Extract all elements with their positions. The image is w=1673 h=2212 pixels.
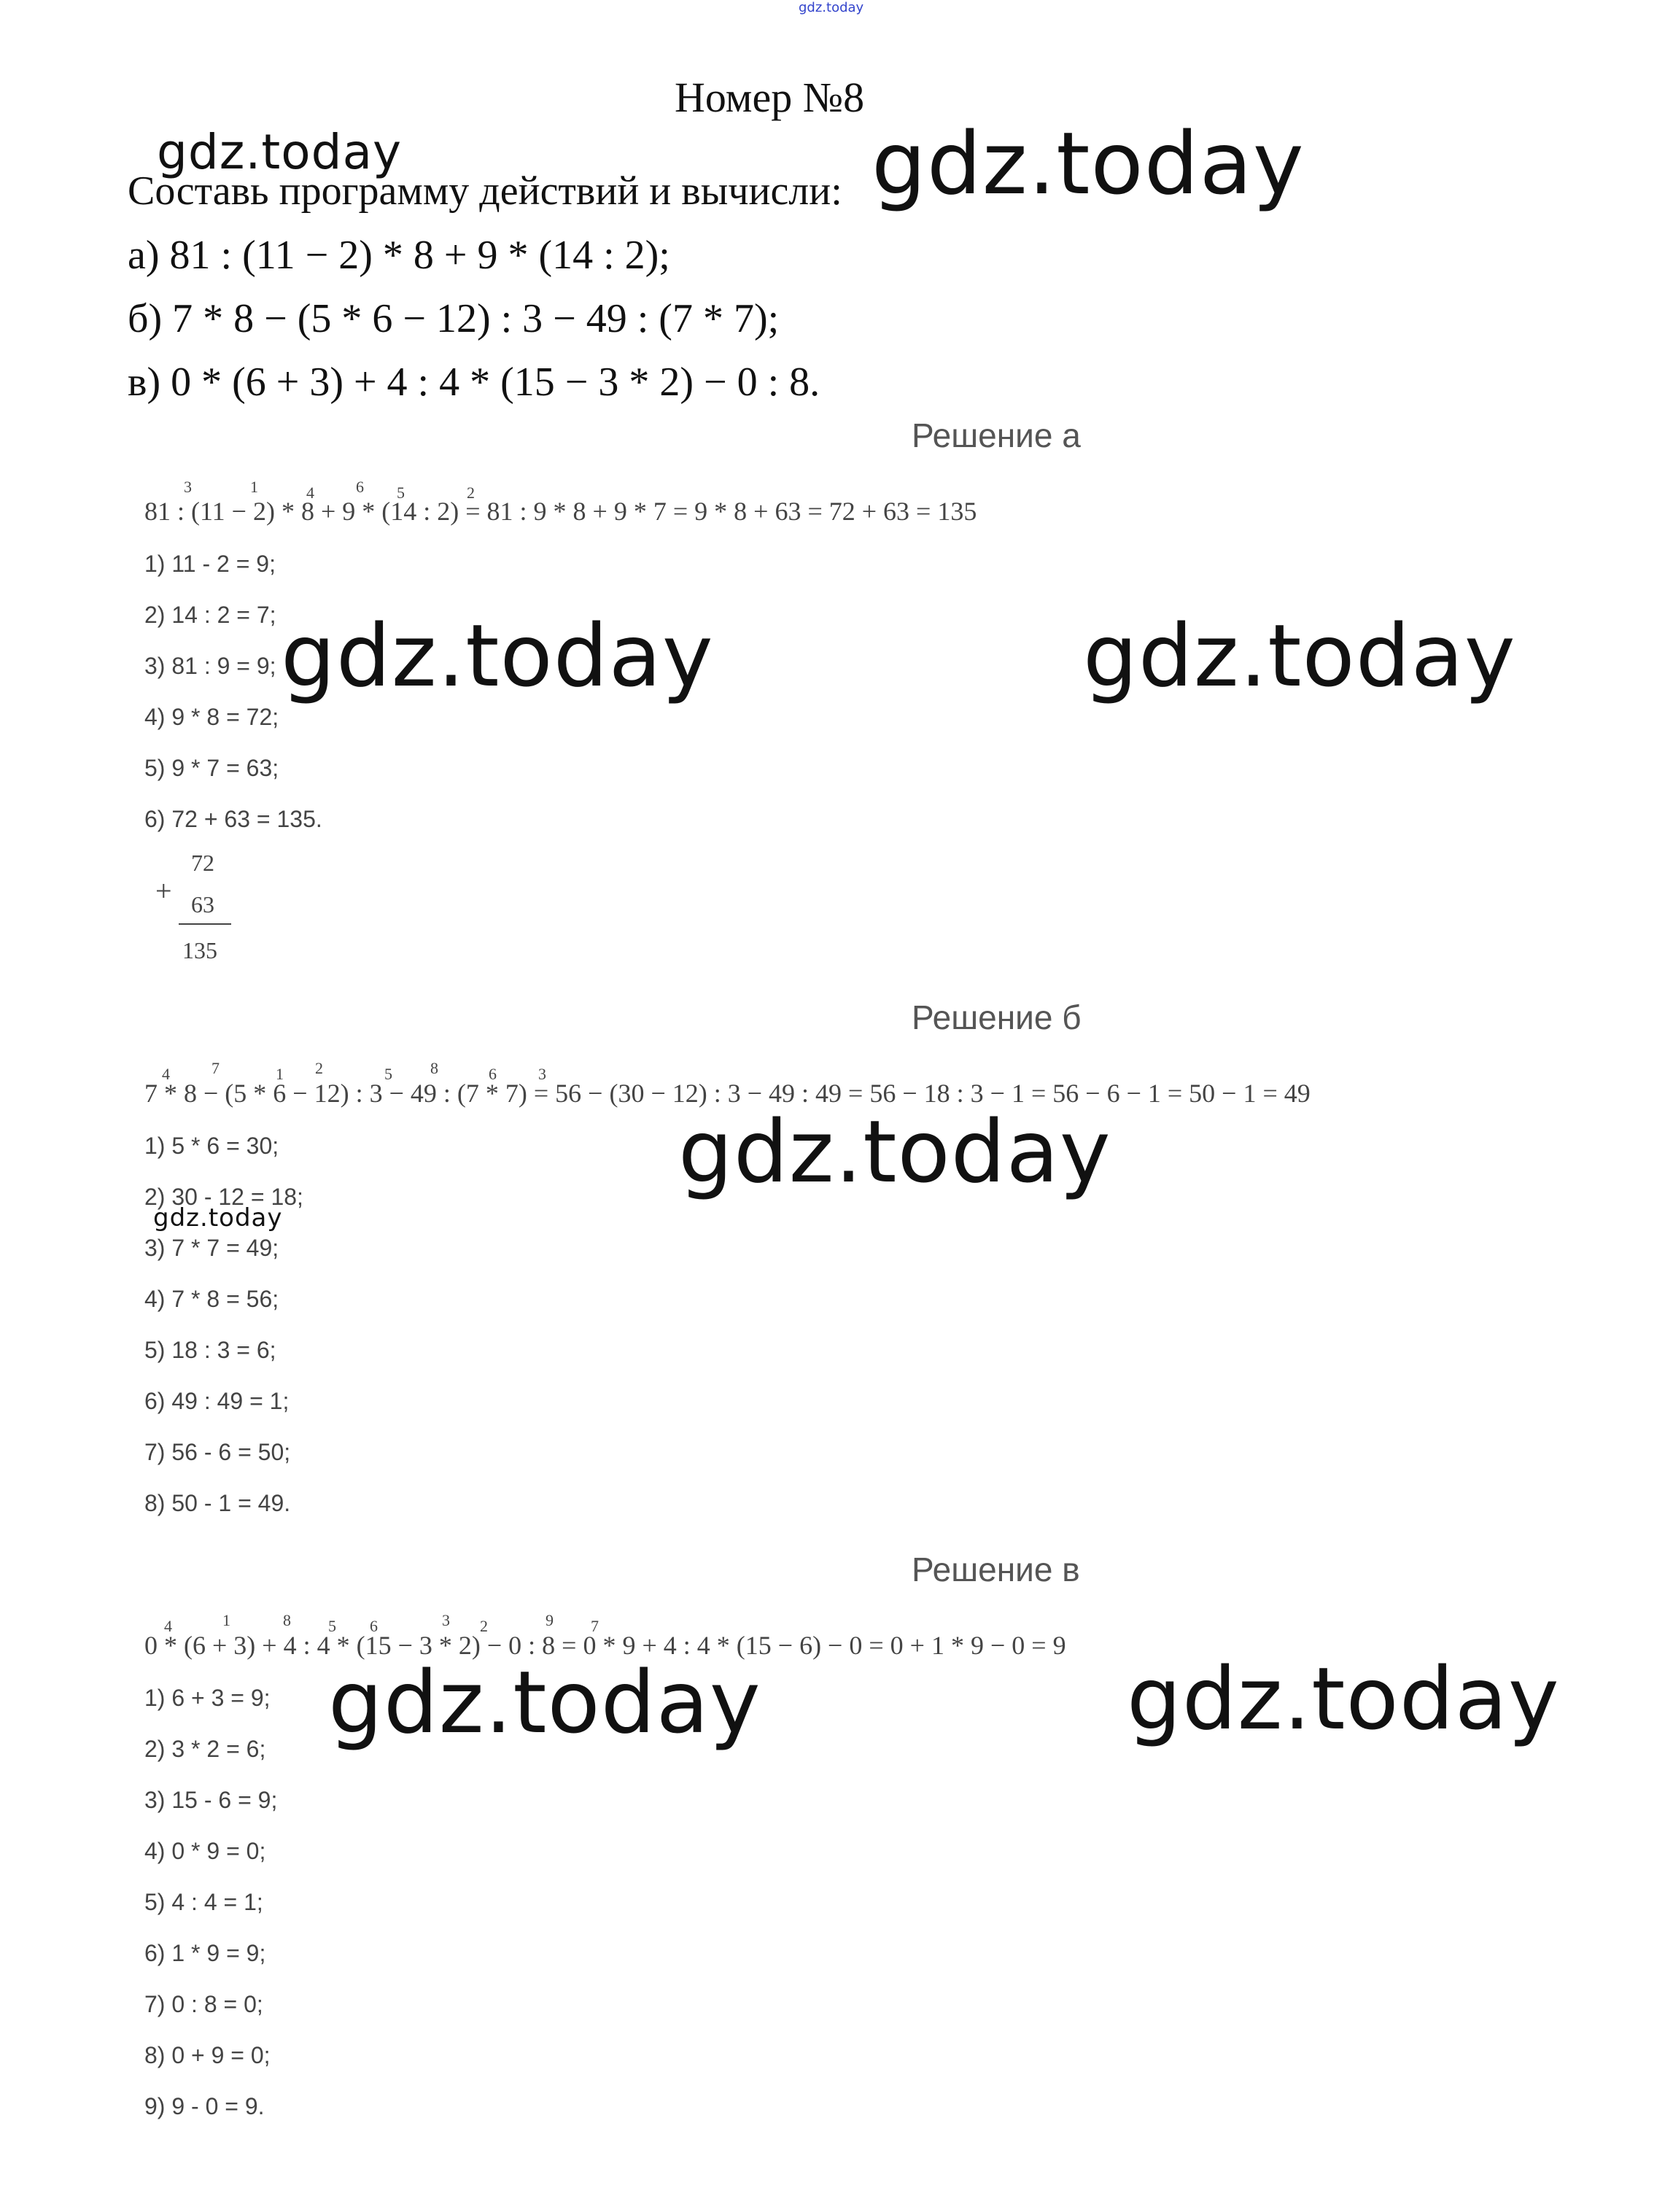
solution-a-step: 2) 14 : 2 = 7; <box>144 602 276 628</box>
solution-c-step: 7) 0 : 8 = 0; <box>144 1991 263 2017</box>
source-link[interactable]: gdz.today <box>799 0 864 15</box>
task-item-b: б) 7 * 8 − (5 * 6 − 12) : 3 − 49 : (7 * 7); <box>128 296 780 341</box>
solution-a-step: 4) 9 * 8 = 72; <box>144 704 279 730</box>
task-item-a: а) 81 : (11 − 2) * 8 + 9 * (14 : 2); <box>128 233 670 278</box>
solution-c-step: 8) 0 + 9 = 0; <box>144 2042 271 2068</box>
order-mark: 1 <box>276 1065 284 1083</box>
order-mark: 7 <box>591 1617 599 1635</box>
order-mark: 8 <box>283 1611 291 1629</box>
solution-c-step: 2) 3 * 2 = 6; <box>144 1736 266 1762</box>
solution-a-step: 3) 81 : 9 = 9; <box>144 653 276 679</box>
solution-a-step: 6) 72 + 63 = 135. <box>144 806 322 832</box>
order-mark: 2 <box>480 1617 488 1635</box>
order-mark: 5 <box>328 1617 336 1635</box>
order-mark: 6 <box>356 478 364 496</box>
solution-b-step: 1) 5 * 6 = 30; <box>144 1133 279 1159</box>
solution-c-expression: 0 * (6 + 3) + 4 : 4 * (15 − 3 * 2) − 0 : 8 = 0 * 9 + 4 : 4 * (15 − 6) − 0 = 0 + 1 * 9 − 0 = 9 <box>144 1631 1066 1660</box>
order-mark: 2 <box>467 484 475 502</box>
solution-c-step: 6) 1 * 9 = 9; <box>144 1940 266 1966</box>
watermark: gdz.today <box>872 113 1305 214</box>
order-mark: 3 <box>442 1611 450 1629</box>
solution-b-step: 2) 30 - 12 = 18; <box>144 1184 303 1210</box>
task-instruction: Составь программу действий и вычисли: <box>128 168 842 214</box>
order-mark: 4 <box>306 484 314 502</box>
solution-c-step: 3) 15 - 6 = 9; <box>144 1787 278 1813</box>
order-mark: 3 <box>184 478 192 496</box>
order-mark: 4 <box>162 1065 170 1083</box>
order-mark: 6 <box>489 1065 497 1083</box>
solution-c-step: 4) 0 * 9 = 0; <box>144 1838 266 1864</box>
solution-b-step: 7) 56 - 6 = 50; <box>144 1439 291 1465</box>
order-mark: 5 <box>397 484 405 502</box>
order-mark: 1 <box>222 1611 230 1629</box>
order-mark: 1 <box>250 478 258 496</box>
sum: 135 <box>182 937 217 963</box>
order-mark: 9 <box>546 1611 554 1629</box>
order-mark: 6 <box>370 1617 378 1635</box>
solution-b-step: 3) 7 * 7 = 49; <box>144 1235 279 1261</box>
order-mark: 8 <box>430 1059 438 1077</box>
solution-c-step: 5) 4 : 4 = 1; <box>144 1889 263 1915</box>
watermark: gdz.today <box>1083 605 1516 706</box>
sum-line <box>179 923 231 925</box>
watermark: gdz.today <box>157 124 403 180</box>
plus-sign: + <box>155 874 172 907</box>
solution-b-expression: 7 * 8 − (5 * 6 − 12) : 3 − 49 : (7 * 7) = 56 − (30 − 12) : 3 − 49 : 49 = 56 − 18 : 3 − 1 = 56 − 6 − 1 = 50 − 1 = 49 <box>144 1079 1311 1108</box>
order-mark: 3 <box>538 1065 546 1083</box>
watermark: gdz.today <box>153 1203 283 1233</box>
solution-b-step: 4) 7 * 8 = 56; <box>144 1286 279 1312</box>
solution-b-step: 6) 49 : 49 = 1; <box>144 1388 290 1414</box>
solution-a-step: 1) 11 - 2 = 9; <box>144 551 276 577</box>
page-title: Номер №8 <box>675 74 865 121</box>
watermark: gdz.today <box>678 1101 1111 1202</box>
solution-b-heading: Решение б <box>912 998 1082 1036</box>
solution-c-step: 9) 9 - 0 = 9. <box>144 2093 265 2119</box>
solution-c-heading: Решение в <box>912 1551 1080 1588</box>
order-mark: 7 <box>211 1059 220 1077</box>
solution-b-step: 5) 18 : 3 = 6; <box>144 1337 276 1363</box>
solution-b-step: 8) 50 - 1 = 49. <box>144 1490 291 1516</box>
addend-2: 63 <box>191 891 214 917</box>
watermark: gdz.today <box>328 1652 761 1753</box>
watermark: gdz.today <box>281 605 714 706</box>
addend-1: 72 <box>191 850 214 876</box>
solution-a-heading: Решение а <box>912 416 1081 454</box>
watermark: gdz.today <box>1127 1648 1560 1749</box>
order-mark: 5 <box>384 1065 392 1083</box>
solution-a-step: 5) 9 * 7 = 63; <box>144 755 279 781</box>
solution-a-expression: 81 : (11 − 2) * 8 + 9 * (14 : 2) = 81 : 9 * 8 + 9 * 7 = 9 * 8 + 63 = 72 + 63 = 135 <box>144 497 977 526</box>
order-mark: 4 <box>164 1617 172 1635</box>
task-item-c: в) 0 * (6 + 3) + 4 : 4 * (15 − 3 * 2) − 0 : 8. <box>128 360 820 405</box>
order-mark: 2 <box>315 1059 323 1077</box>
solution-c-step: 1) 6 + 3 = 9; <box>144 1685 271 1711</box>
